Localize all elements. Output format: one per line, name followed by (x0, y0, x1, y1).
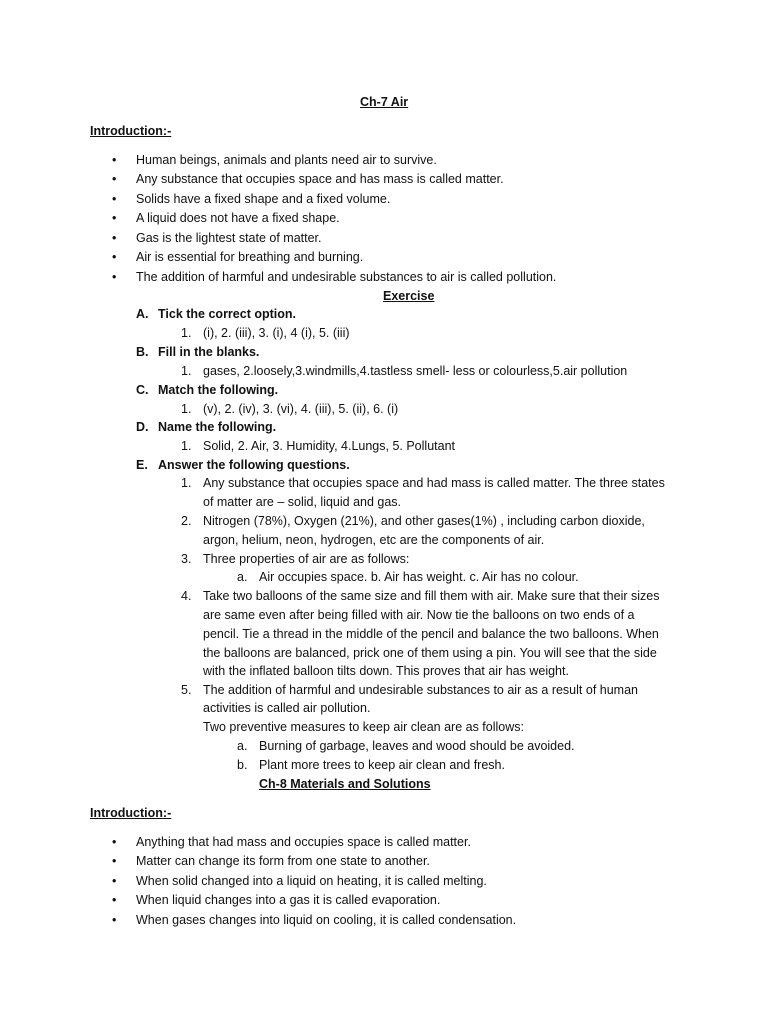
section-b-answer: gases, 2.loosely,3.windmills,4.tastless smell- less or colourless,5.air pollution (203, 364, 628, 378)
section-d-letter: D. (136, 420, 149, 434)
bullet-marker: • (112, 192, 117, 206)
bullet-marker: • (112, 250, 117, 264)
answer-number: 1. (181, 476, 192, 490)
section-a-answer: (i), 2. (iii), 3. (i), 4 (i), 5. (iii) (203, 326, 350, 340)
exercise-heading: Exercise (383, 289, 435, 303)
answer-number: 1. (181, 326, 192, 340)
answer-line: pencil. Tie a thread in the middle of the pencil and balance the two balloons. When (203, 627, 659, 641)
sub-letter: b. (237, 758, 248, 772)
bullet-marker: • (112, 231, 117, 245)
answer-number: 2. (181, 514, 192, 528)
answer-line: with the inflated balloon tilts down. This proves that air has weight. (203, 664, 569, 678)
bullet-marker: • (112, 874, 117, 888)
answer-line: Any substance that occupies space and had mass is called matter. The three states (203, 476, 665, 490)
list-item: Solids have a fixed shape and a fixed volume. (136, 192, 391, 206)
answer-line: are same even after being filled with air. Now tie the balloons on two ends of a (203, 608, 635, 622)
sub-answer: Air occupies space. b. Air has weight. c. Air has no colour. (259, 570, 579, 584)
list-item: Matter can change its form from one state to another. (136, 854, 430, 868)
answer-number: 5. (181, 683, 192, 697)
list-item: Human beings, animals and plants need air to survive. (136, 153, 437, 167)
list-item: When liquid changes into a gas it is called evaporation. (136, 893, 441, 907)
sub-answer: Burning of garbage, leaves and wood should be avoided. (259, 739, 575, 753)
list-item: Air is essential for breathing and burning. (136, 250, 364, 264)
list-item: A liquid does not have a fixed shape. (136, 211, 340, 225)
answer-line: Two preventive measures to keep air clean are as follows: (203, 720, 524, 734)
bullet-marker: • (112, 893, 117, 907)
answer-line: argon, helium, neon, hydrogen, etc are the components of air. (203, 533, 545, 547)
chapter-8-title: Ch-8 Materials and Solutions (259, 777, 431, 791)
section-c-title: Match the following. (158, 383, 279, 397)
sub-answer: Plant more trees to keep air clean and fresh. (259, 758, 505, 772)
bullet-marker: • (112, 172, 117, 186)
sub-letter: a. (237, 570, 248, 584)
answer-line: activities is called air pollution. (203, 701, 371, 715)
answer-number: 1. (181, 364, 192, 378)
list-item: Anything that had mass and occupies space is called matter. (136, 835, 471, 849)
intro-heading: Introduction:- (90, 124, 172, 138)
answer-line: of matter are – solid, liquid and gas. (203, 495, 402, 509)
answer-number: 3. (181, 552, 192, 566)
section-d-answer: Solid, 2. Air, 3. Humidity, 4.Lungs, 5. Pollutant (203, 439, 455, 453)
answer-line: Three properties of air are as follows: (203, 552, 410, 566)
section-b-title: Fill in the blanks. (158, 345, 260, 359)
bullet-marker: • (112, 913, 117, 927)
bullet-marker: • (112, 270, 117, 284)
list-item: The addition of harmful and undesirable substances to air is called pollution. (136, 270, 557, 284)
answer-line: the balloons are balanced, prick one of them using a pin. You will see that the side (203, 646, 657, 660)
bullet-marker: • (112, 153, 117, 167)
list-item: Gas is the lightest state of matter. (136, 231, 322, 245)
list-item: When gases changes into liquid on cooling, it is called condensation. (136, 913, 517, 927)
sub-letter: a. (237, 739, 248, 753)
section-c-letter: C. (136, 383, 149, 397)
bullet-marker: • (112, 854, 117, 868)
answer-line: The addition of harmful and undesirable substances to air as a result of human (203, 683, 638, 697)
bullet-marker: • (112, 211, 117, 225)
chapter-7-title: Ch-7 Air (360, 95, 409, 109)
bullet-marker: • (112, 835, 117, 849)
answer-number: 4. (181, 589, 192, 603)
section-d-title: Name the following. (158, 420, 277, 434)
answer-number: 1. (181, 439, 192, 453)
intro-heading: Introduction:- (90, 806, 172, 820)
section-a-title: Tick the correct option. (158, 307, 296, 321)
answer-line: Nitrogen (78%), Oxygen (21%), and other gases(1%) , including carbon dioxide, (203, 514, 645, 528)
list-item: Any substance that occupies space and has mass is called matter. (136, 172, 504, 186)
section-b-letter: B. (136, 345, 149, 359)
answer-line: Take two balloons of the same size and fill them with air. Make sure that their sizes (203, 589, 660, 603)
section-e-title: Answer the following questions. (158, 458, 350, 472)
section-a-letter: A. (136, 307, 149, 321)
answer-number: 1. (181, 402, 192, 416)
section-c-answer: (v), 2. (iv), 3. (vi), 4. (iii), 5. (ii), 6. (i) (203, 402, 399, 416)
section-e-letter: E. (136, 458, 148, 472)
list-item: When solid changed into a liquid on heating, it is called melting. (136, 874, 487, 888)
